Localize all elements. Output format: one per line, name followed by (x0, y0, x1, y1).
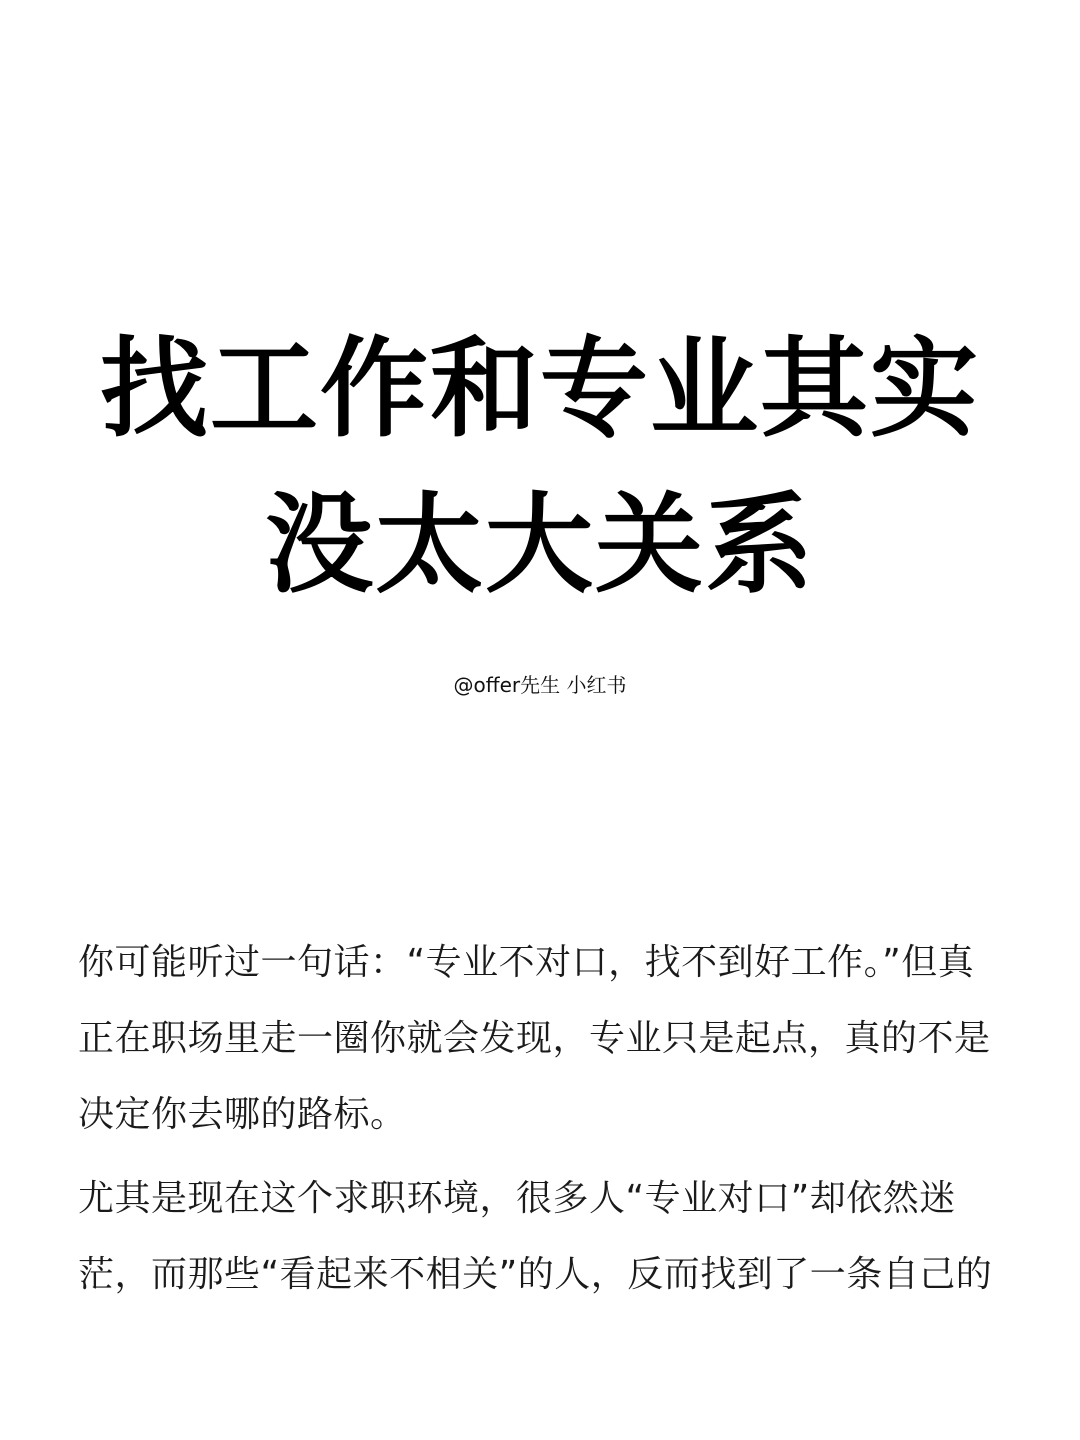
page-title (0, 312, 1080, 624)
author-watermark: @offer先生 小红书 (453, 673, 627, 697)
paragraph-line: 你可能听过一句话：“专业不对口，找不到好工作。”但真 (78, 942, 975, 983)
paragraph-1 (78, 925, 1008, 1153)
title-line-1: 找工作和专业其实 (99, 327, 980, 452)
paragraph-line: 尤其是现在这个求职环境，很多人“专业对口”却依然迷 (78, 1178, 956, 1219)
article-body (78, 925, 1008, 1321)
title-line-2: 没太大关系 (264, 483, 815, 608)
paragraph-line: 茫，而那些“看起来不相关”的人，反而找到了一条自己的 (78, 1254, 993, 1295)
paragraph-line: 决定你去哪的路标。 (78, 1094, 407, 1135)
paragraph-2 (78, 1161, 1008, 1313)
paragraph-line: 正在职场里走一圈你就会发现，专业只是起点，真的不是 (78, 1018, 991, 1059)
